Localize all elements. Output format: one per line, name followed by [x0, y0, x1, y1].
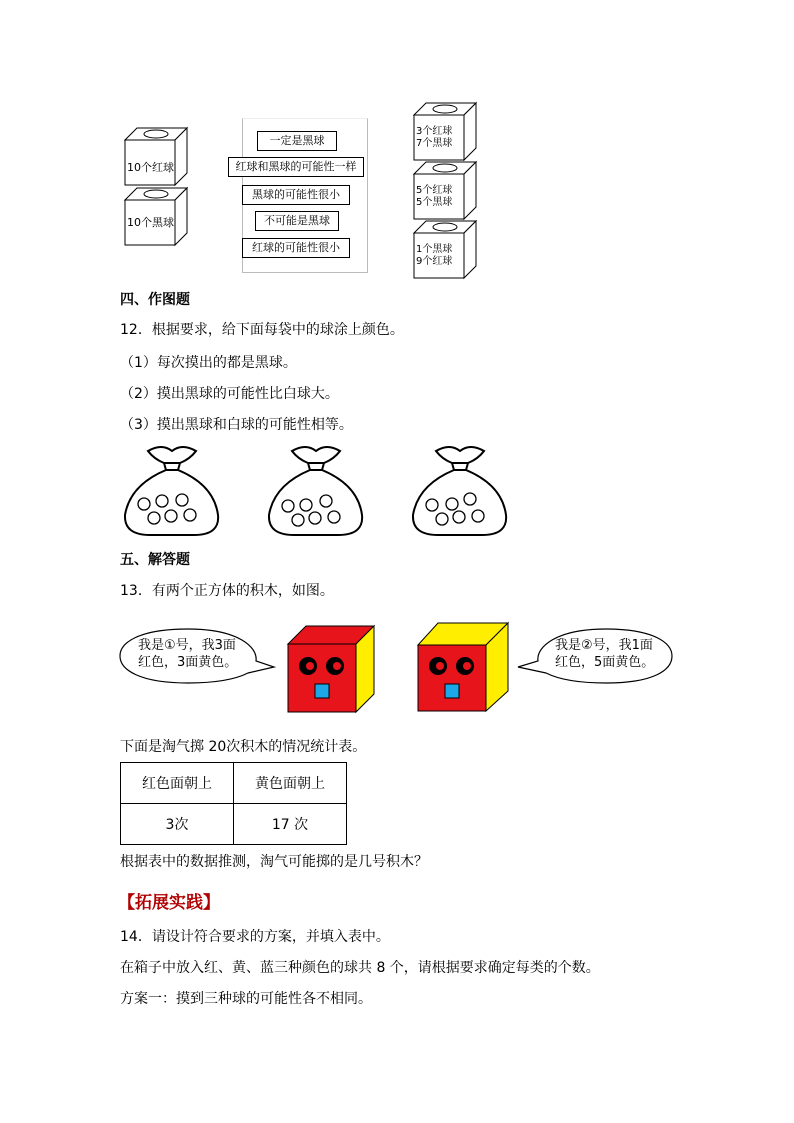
q12-item-1: （1）每次摸出的都是黑球。: [120, 355, 297, 371]
middle-label-2: 红球和黑球的可能性一样: [228, 157, 364, 177]
table-intro: 下面是淘气掷 20次积木的情况统计表。: [120, 739, 367, 755]
left-box-2-label: 10个黑球: [127, 216, 174, 229]
q14-text: 14．请设计符合要求的方案，并填入表中。: [120, 929, 390, 945]
left-box-1-drawing: [125, 128, 195, 188]
right-box-1-line2: 7个黑球: [416, 138, 453, 149]
table-header-yellow: 黄色面朝上: [234, 763, 347, 804]
middle-label-1: 一定是黑球: [257, 131, 337, 151]
section4-heading: 四、作图题: [120, 292, 190, 308]
bubble-1-line2: 红色，3面黄色。: [138, 655, 238, 670]
q12-item-2: （2）摸出黑球的可能性比白球大。: [120, 386, 339, 402]
middle-label-5: 红球的可能性很小: [242, 238, 350, 258]
middle-label-4: 不可能是黑球: [255, 211, 339, 231]
middle-label-3: 黑球的可能性很小: [242, 185, 350, 205]
stats-table: [120, 762, 347, 845]
extension-heading: 【拓展实践】: [118, 893, 220, 913]
q14-description: 在箱子中放入红、黄、蓝三种颜色的球共 8 个，请根据要求确定每类的个数。: [120, 960, 600, 976]
cube-2-drawing: [418, 623, 508, 713]
q12-item-3: （3）摸出黑球和白球的可能性相等。: [120, 417, 353, 433]
right-box-2-line1: 5个红球: [416, 185, 453, 196]
table-header-red: 红色面朝上: [121, 763, 234, 804]
bubble-2-line1: 我是②号，我1面: [555, 638, 653, 653]
table-row: [121, 804, 347, 845]
q13-text: 13．有两个正方体的积木，如图。: [120, 583, 334, 599]
bag-1-drawing: [120, 443, 222, 538]
bag-2-drawing: [264, 443, 366, 538]
section5-heading: 五、解答题: [120, 552, 190, 568]
table-value-red: 3次: [121, 804, 234, 845]
cube-1-drawing: [288, 626, 378, 712]
right-box-3-line2: 9个红球: [416, 256, 453, 267]
q14-plan1: 方案一：摸到三种球的可能性各不相同。: [120, 991, 372, 1007]
bag-3-drawing: [408, 443, 510, 538]
table-row: [121, 763, 347, 804]
bubble-1-line1: 我是①号，我3面: [138, 638, 236, 653]
q12-text: 12．根据要求，给下面每袋中的球涂上颜色。: [120, 322, 404, 338]
table-value-yellow: 17 次: [234, 804, 347, 845]
left-box-1-label: 10个红球: [127, 161, 174, 174]
bubble-2-line2: 红色，5面黄色。: [555, 655, 655, 670]
q13-question: 根据表中的数据推测，淘气可能掷的是几号积木？: [120, 854, 428, 870]
right-box-1-line1: 3个红球: [416, 126, 453, 137]
right-box-2-line2: 5个黑球: [416, 197, 453, 208]
right-box-3-line1: 1个黑球: [416, 244, 453, 255]
